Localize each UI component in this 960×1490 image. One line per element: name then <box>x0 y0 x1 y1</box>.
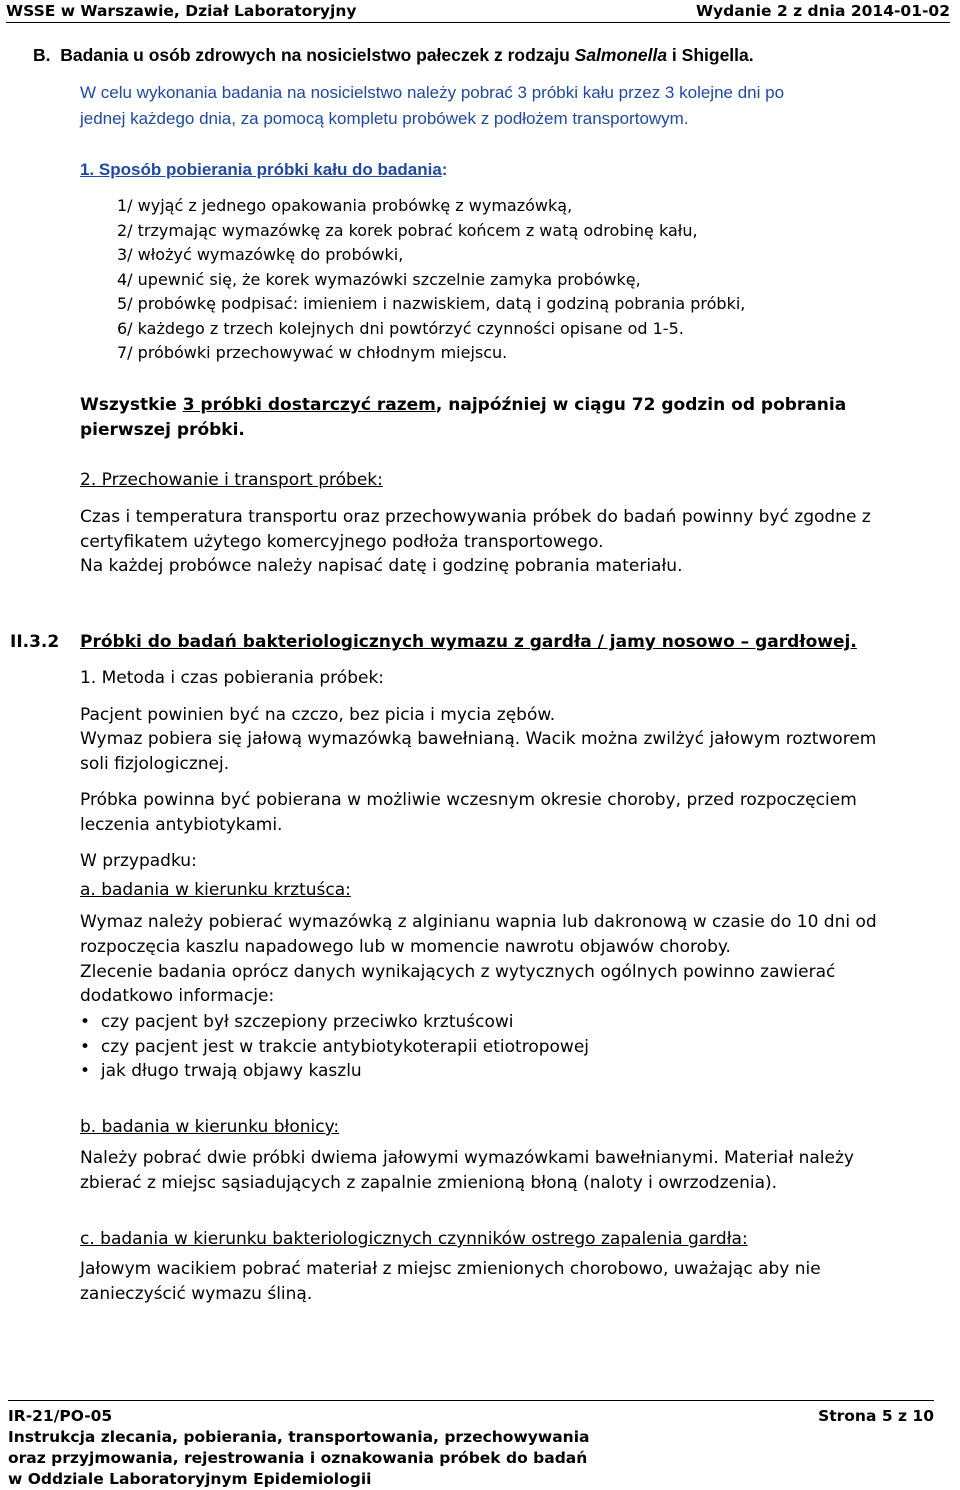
step2-text-2: certyfikatem użytego komercyjnego podłoża transportowego. <box>80 532 604 552</box>
page-header <box>6 0 950 23</box>
step-item: 7/ próbówki przechowywać w chłodnym miejscu. <box>117 343 508 362</box>
footer-page-number: Strona 5 z 10 <box>818 1407 934 1425</box>
a-text: Zlecenie badania oprócz danych wynikających z wytycznych ogólnych powinno zawierać <box>80 962 836 982</box>
step2-text-3: Na każdej probówce należy napisać datę i godzinę pobrania materiału. <box>80 556 683 576</box>
a-text: rozpoczęcia kaszlu napadowego lub w momencie nawrotu objawów choroby. <box>80 937 731 957</box>
footer-line: Instrukcja zlecania, pobierania, transportowania, przechowywania <box>8 1428 590 1446</box>
sub1-text: Próbka powinna być pobierana w możliwie wczesnym okresie choroby, przed rozpoczęciem <box>80 790 857 810</box>
footer-line: w Oddziale Laboratoryjnym Epidemiologii <box>8 1470 372 1488</box>
step2-heading: 2. Przechowanie i transport próbek: <box>80 470 383 490</box>
page-footer <box>8 1400 934 1490</box>
sub1-heading: 1. Metoda i czas pobierania próbek: <box>80 668 385 688</box>
sub1-text: soli fizjologicznej. <box>80 754 230 774</box>
sub1-text: Pacjent powinien być na czczo, bez picia i mycia zębów. <box>80 705 556 725</box>
header-org: WSSE w Warszawie, Dział Laboratoryjny <box>6 2 357 20</box>
step-item: 6/ każdego z trzech kolejnych dni powtórzyć czynności opisane od 1-5. <box>117 319 684 338</box>
section-b-intro-1: W celu wykonania badania na nosicielstwo należy pobrać 3 próbki kału przez 3 kolejne dni po <box>80 83 785 102</box>
sub1-text: Wymaz pobiera się jałową wymazówką bawełnianą. Wacik można zwilżyć jałowym roztworem <box>80 729 877 749</box>
step-item: 1/ wyjąć z jednego opakowania probówkę z wymazówką, <box>117 196 573 215</box>
b-text: zbierać z miejsc sąsiadujących z zapalnie zmienioną błoną (naloty i owrzodzenia). <box>80 1173 778 1193</box>
subsection-b-title: b. badania w kierunku błonicy: <box>80 1117 340 1137</box>
c-text: zanieczyścić wymazu śliną. <box>80 1284 313 1304</box>
bullet-dot-icon: • <box>80 1012 91 1032</box>
section-b-intro-2: jednej każdego dnia, za pomocą kompletu probówek z podłożem transportowym. <box>80 109 689 128</box>
a-text: dodatkowo informacje: <box>80 986 275 1006</box>
a-bullet: • jak długo trwają objawy kaszlu <box>80 1061 362 1081</box>
delivery-note-1: Wszystkie 3 próbki dostarczyć razem, najpóźniej w ciągu 72 godzin od pobrania <box>80 395 847 415</box>
footer-line: oraz przyjmowania, rejestrowania i oznakowania próbek do badań <box>8 1449 588 1467</box>
c-text: Jałowym wacikiem pobrać materiał z miejsc zmienionych chorobowo, uważając aby nie <box>80 1259 821 1279</box>
in-case-label: W przypadku: <box>80 851 197 871</box>
delivery-note-2: pierwszej próbki. <box>80 420 245 440</box>
a-bullet: • czy pacjent jest w trakcie antybiotykoterapii etiotropowej <box>80 1037 590 1057</box>
bullet-dot-icon: • <box>80 1037 91 1057</box>
a-text: Wymaz należy pobierać wymazówką z alginianu wapnia lub dakronową w czasie do 10 dni od <box>80 912 877 932</box>
a-bullet: • czy pacjent był szczepiony przeciwko krztuścowi <box>80 1012 514 1032</box>
section-title: Próbki do badań bakteriologicznych wymazu z gardła / jamy nosowo – gardłowej. <box>80 632 857 652</box>
section-b-title: B. Badania u osób zdrowych na nosicielstwo pałeczek z rodzaju Salmonella i Shigella. <box>33 45 754 65</box>
step-item: 5/ probówkę podpisać: imieniem i nazwiskiem, datą i godziną pobrania próbki, <box>117 294 746 313</box>
step2-text-1: Czas i temperatura transportu oraz przechowywania próbek do badań powinny być zgodne z <box>80 507 871 527</box>
bullet-dot-icon: • <box>80 1061 91 1081</box>
step-item: 2/ trzymając wymazówkę za korek pobrać końcem z watą odrobinę kału, <box>117 221 698 240</box>
header-edition: Wydanie 2 z dnia 2014-01-02 <box>695 2 950 20</box>
step-item: 3/ włożyć wymazówkę do probówki, <box>117 245 404 264</box>
step1-heading: 1. Sposób pobierania próbki kału do badania: <box>80 160 448 179</box>
b-text: Należy pobrać dwie próbki dwiema jałowymi wymazówkami bawełnianymi. Materiał należy <box>80 1148 854 1168</box>
subsection-a-title: a. badania w kierunku krztuśca: <box>80 880 351 900</box>
step-item: 4/ upewnić się, że korek wymazówki szczelnie zamyka probówkę, <box>117 270 641 289</box>
section-number: II.3.2 <box>10 632 60 652</box>
subsection-c-title: c. badania w kierunku bakteriologicznych czynników ostrego zapalenia gardła: <box>80 1229 748 1249</box>
sub1-text: leczenia antybiotykami. <box>80 815 283 835</box>
footer-doc-id: IR-21/PO-05 <box>8 1407 113 1425</box>
